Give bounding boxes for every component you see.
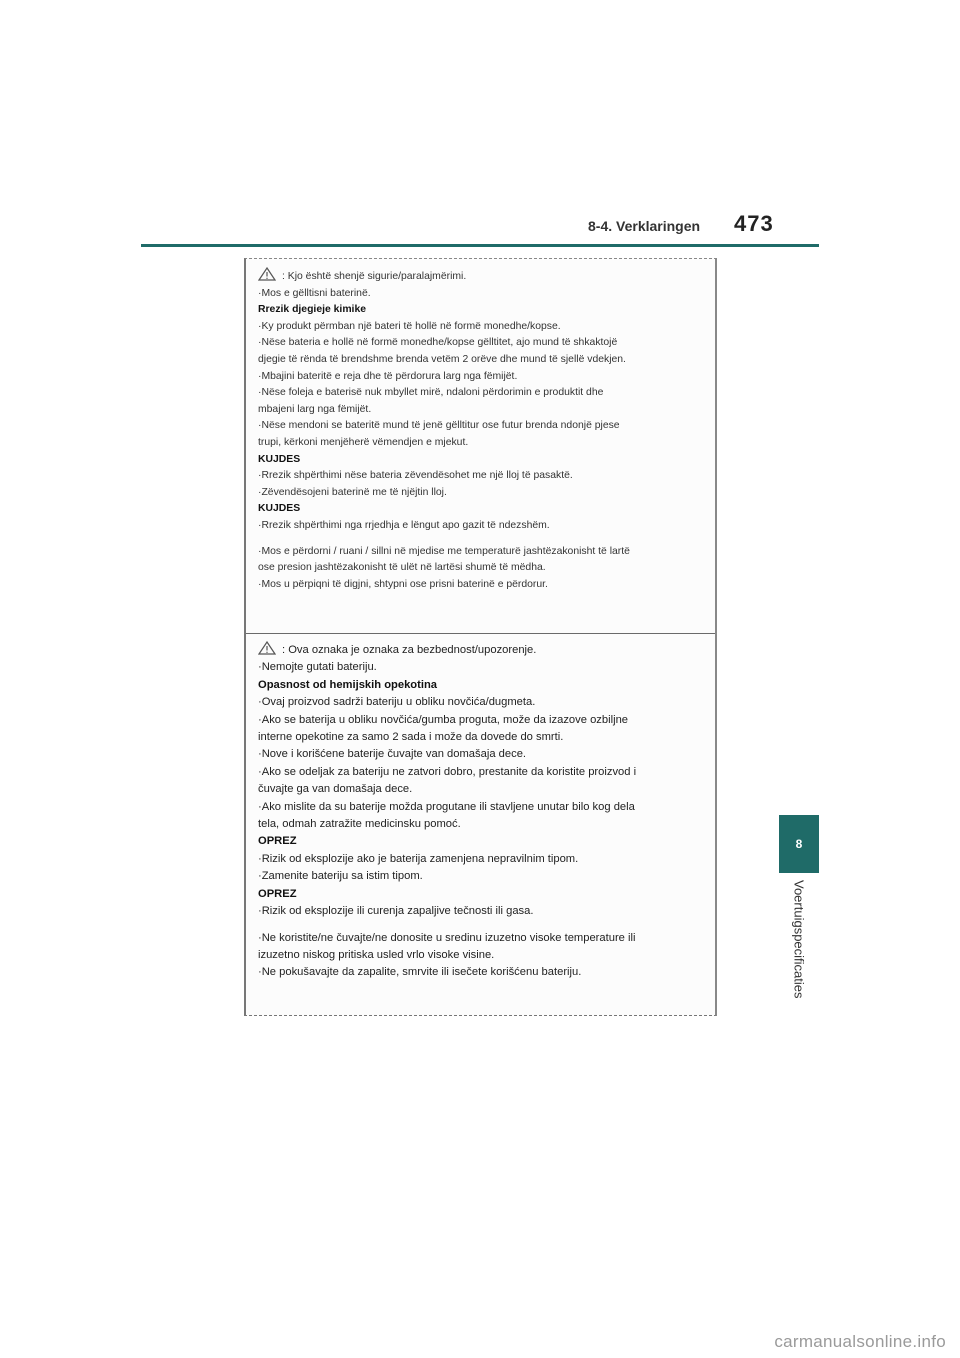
page-number: 473 xyxy=(734,211,774,236)
serbian-warning-block xyxy=(258,641,701,982)
text-line: ·Nemojte gutati bateriju. xyxy=(258,661,377,674)
text-line: ·Mos e përdorni / ruani / sillni në mjedise me temperaturë jashtëzakonisht të lartë xyxy=(258,545,630,557)
chapter-number: 8 xyxy=(795,837,803,851)
text-line: interne opekotine za samo 2 sada i može da dovede do smrti. xyxy=(258,731,564,744)
text-line: čuvajte ga van domašaja dece. xyxy=(258,783,413,796)
caution-heading: OPREZ xyxy=(258,835,297,848)
text-line: ·Ky produkt përmban një bateri të hollë në formë monedhe/kopse. xyxy=(258,320,561,332)
text-line: ·Mos e gëlltisni baterinë. xyxy=(258,287,371,299)
chapter-label xyxy=(779,880,819,1020)
text-line: trupi, kërkoni menjëherë vëmendjen e mjekut. xyxy=(258,436,469,448)
header-rule xyxy=(141,244,819,247)
text-line: ·Nëse foleja e baterisë nuk mbyllet mirë, ndaloni përdorimin e produktit dhe xyxy=(258,387,604,399)
text-line: ·Ne pokušavajte da zapalite, smrvite ili isečete korišćenu bateriju. xyxy=(258,966,582,979)
text-line: ·Mbajini bateritë e reja dhe të përdorura larg nga fëmijët. xyxy=(258,370,518,382)
text-line: mbajeni larg nga fëmijët. xyxy=(258,403,372,415)
text-line: ·Ovaj proizvod sadrži bateriju u obliku novčića/dugmeta. xyxy=(258,696,536,709)
section-heading: Rrezik djegieje kimike xyxy=(258,304,367,316)
text-line: : Ova oznaka je oznaka za bezbednost/upozorenje. xyxy=(258,641,701,659)
text-line: izuzetno niskog pritiska usled vrlo visoke visine. xyxy=(258,948,495,961)
text-line: ·Zëvendësojeni baterinë me të njëjtin lloj. xyxy=(258,486,447,498)
text-line: ·Zamenite bateriju sa istim tipom. xyxy=(258,870,423,883)
text-line: : Kjo është shenjë sigurie/paralajmërimi. xyxy=(258,267,701,286)
chapter-tab[interactable] xyxy=(779,815,819,873)
text-line: ·Ako mislite da su baterije možda progutane ili stavljene unutar bilo kog dela xyxy=(258,800,635,813)
section-heading: Opasnost od hemijskih opekotina xyxy=(258,678,438,691)
text-line: tela, odmah zatražite medicinsku pomoć. xyxy=(258,818,461,831)
text-line: ose presion jashtëzakonisht të ulët në lartësi shumë të mëdha. xyxy=(258,562,546,574)
text-line: ·Nëse mendoni se bateritë mund të jenë gëlltitur ose futur brenda ndonjë pjese xyxy=(258,420,620,432)
line-gap xyxy=(258,535,701,544)
text-line: ·Nëse bateria e hollë në formë monedhe/kopse gëlltitet, ajo mund të shkaktojë xyxy=(258,337,618,349)
site-watermark: carmanualsonline.info xyxy=(774,1332,946,1351)
scanned-warning-sheet xyxy=(244,258,717,1016)
text-line: ·Rizik od eksplozije ako je baterija zamenjena nepravilnim tipom. xyxy=(258,852,579,865)
warning-triangle-icon xyxy=(258,641,276,655)
text-line: ·Rizik od eksplozije ili curenja zapaljive tečnosti ili gasa. xyxy=(258,905,534,918)
chapter-label-text: Voertuigspecificaties xyxy=(791,880,807,999)
text-line: ·Rrezik shpërthimi nga rrjedhja e lëngut apo gazit të ndezshëm. xyxy=(258,519,550,531)
text-line: djegie të rënda të brendshme brenda vetëm 2 orëve dhe mund të sjellë vdekjen. xyxy=(258,353,626,365)
text-line: ·Nove i korišćene baterije čuvajte van domašaja dece. xyxy=(258,748,527,761)
text-line: ·Rrezik shpërthimi nëse bateria zëvendësohet me një lloj të pasaktë. xyxy=(258,470,573,482)
text-line: ·Ako se odeljak za bateriju ne zatvori dobro, prestanite da koristite proizvod i xyxy=(258,765,637,778)
albanian-warning-block xyxy=(258,267,701,593)
text-line: ·Ako se baterija u obliku novčića/gumba proguta, može da izazove ozbiljne xyxy=(258,713,629,726)
caution-heading: KUJDES xyxy=(258,503,301,515)
warning-triangle-icon xyxy=(258,267,276,281)
caution-heading: KUJDES xyxy=(258,453,301,465)
caution-heading: OPREZ xyxy=(258,887,297,900)
text-line: ·Mos u përpiqni të digjni, shtypni ose prisni baterinë e përdorur. xyxy=(258,578,548,590)
section-title: 8-4. Verklaringen xyxy=(588,218,701,234)
language-divider xyxy=(246,633,715,634)
text-line: ·Ne koristite/ne čuvajte/ne donosite u sredinu izuzetno visoke temperature ili xyxy=(258,931,636,944)
line-gap xyxy=(258,921,701,930)
